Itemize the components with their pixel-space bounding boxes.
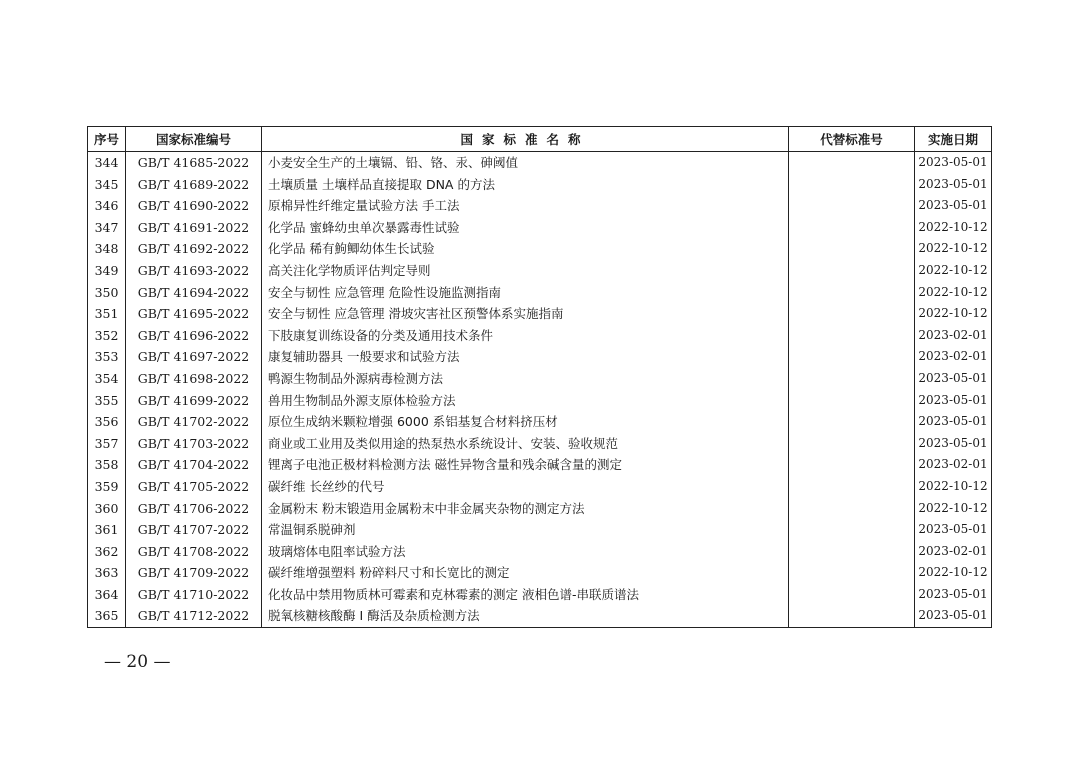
- cell-standard-code: GB/T 41696-2022: [126, 325, 262, 347]
- cell-standard-code: GB/T 41698-2022: [126, 368, 262, 390]
- cell-standard-name: 安全与韧性 应急管理 滑坡灾害社区预警体系实施指南: [262, 303, 789, 325]
- header-standard-name: 国家标准名称: [262, 127, 789, 152]
- cell-replaced-standard: [789, 346, 915, 368]
- table-row: [88, 411, 992, 433]
- cell-standard-name: 原位生成纳米颗粒增强 6000 系铝基复合材料挤压材: [262, 411, 789, 433]
- cell-standard-code: GB/T 41695-2022: [126, 303, 262, 325]
- cell-standard-name: 锂离子电池正极材料检测方法 磁性异物含量和残余碱含量的测定: [262, 454, 789, 476]
- cell-effective-date: 2023-05-01: [915, 152, 992, 174]
- cell-standard-name: 鸭源生物制品外源病毒检测方法: [262, 368, 789, 390]
- cell-standard-name: 土壤质量 土壤样品直接提取 DNA 的方法: [262, 174, 789, 196]
- cell-serial-number: 351: [88, 303, 126, 325]
- cell-effective-date: 2023-05-01: [915, 411, 992, 433]
- cell-standard-code: GB/T 41707-2022: [126, 519, 262, 541]
- cell-serial-number: 347: [88, 217, 126, 239]
- table-row: [88, 217, 992, 239]
- cell-serial-number: 365: [88, 605, 126, 627]
- cell-standard-code: GB/T 41699-2022: [126, 390, 262, 412]
- cell-serial-number: 353: [88, 346, 126, 368]
- cell-standard-name: 化学品 稀有鮈鲫幼体生长试验: [262, 238, 789, 260]
- cell-replaced-standard: [789, 498, 915, 520]
- cell-serial-number: 362: [88, 541, 126, 563]
- cell-effective-date: 2023-02-01: [915, 346, 992, 368]
- cell-standard-code: GB/T 41709-2022: [126, 562, 262, 584]
- cell-replaced-standard: [789, 325, 915, 347]
- cell-effective-date: 2023-05-01: [915, 174, 992, 196]
- cell-standard-code: GB/T 41708-2022: [126, 541, 262, 563]
- table-row: [88, 303, 992, 325]
- cell-effective-date: 2022-10-12: [915, 260, 992, 282]
- cell-effective-date: 2023-02-01: [915, 541, 992, 563]
- table-row: [88, 325, 992, 347]
- cell-replaced-standard: [789, 195, 915, 217]
- cell-replaced-standard: [789, 368, 915, 390]
- cell-serial-number: 345: [88, 174, 126, 196]
- cell-standard-name: 原棉异性纤维定量试验方法 手工法: [262, 195, 789, 217]
- cell-replaced-standard: [789, 238, 915, 260]
- cell-serial-number: 359: [88, 476, 126, 498]
- cell-standard-code: GB/T 41692-2022: [126, 238, 262, 260]
- cell-standard-name: 康复辅助器具 一般要求和试验方法: [262, 346, 789, 368]
- table-row: [88, 541, 992, 563]
- table-row: [88, 195, 992, 217]
- cell-standard-name: 高关注化学物质评估判定导则: [262, 260, 789, 282]
- cell-standard-code: GB/T 41702-2022: [126, 411, 262, 433]
- cell-effective-date: 2022-10-12: [915, 217, 992, 239]
- cell-standard-code: GB/T 41705-2022: [126, 476, 262, 498]
- cell-standard-code: GB/T 41685-2022: [126, 152, 262, 174]
- cell-serial-number: 350: [88, 282, 126, 304]
- table-row: [88, 282, 992, 304]
- table-row: [88, 584, 992, 606]
- cell-standard-name: 碳纤维增强塑料 粉碎料尺寸和长宽比的测定: [262, 562, 789, 584]
- cell-replaced-standard: [789, 519, 915, 541]
- cell-replaced-standard: [789, 411, 915, 433]
- cell-serial-number: 364: [88, 584, 126, 606]
- cell-standard-name: 兽用生物制品外源支原体检验方法: [262, 390, 789, 412]
- cell-serial-number: 357: [88, 433, 126, 455]
- table-row: [88, 368, 992, 390]
- table-body: [88, 152, 992, 628]
- cell-standard-name: 安全与韧性 应急管理 危险性设施监测指南: [262, 282, 789, 304]
- table-row: [88, 260, 992, 282]
- cell-standard-code: GB/T 41689-2022: [126, 174, 262, 196]
- header-replaced-standard: 代替标准号: [789, 127, 915, 152]
- table-row: [88, 152, 992, 174]
- cell-effective-date: 2023-05-01: [915, 605, 992, 627]
- cell-standard-code: GB/T 41694-2022: [126, 282, 262, 304]
- cell-replaced-standard: [789, 260, 915, 282]
- cell-standard-name: 下肢康复训练设备的分类及通用技术条件: [262, 325, 789, 347]
- cell-replaced-standard: [789, 217, 915, 239]
- cell-effective-date: 2022-10-12: [915, 282, 992, 304]
- page-number: — 20 —: [104, 652, 171, 672]
- cell-replaced-standard: [789, 152, 915, 174]
- table-row: [88, 346, 992, 368]
- header-serial-number: 序号: [88, 127, 126, 152]
- cell-effective-date: 2022-10-12: [915, 303, 992, 325]
- table-row: [88, 498, 992, 520]
- cell-standard-name: 小麦安全生产的土壤镉、铅、铬、汞、砷阈值: [262, 152, 789, 174]
- cell-standard-name: 玻璃熔体电阻率试验方法: [262, 541, 789, 563]
- cell-standard-name: 常温铜系脱砷剂: [262, 519, 789, 541]
- cell-standard-name: 脱氧核糖核酸酶 I 酶活及杂质检测方法: [262, 605, 789, 627]
- cell-standard-name: 金属粉末 粉末锻造用金属粉末中非金属夹杂物的测定方法: [262, 498, 789, 520]
- table-header-row: [88, 127, 992, 152]
- header-effective-date: 实施日期: [915, 127, 992, 152]
- cell-standard-code: GB/T 41691-2022: [126, 217, 262, 239]
- cell-replaced-standard: [789, 174, 915, 196]
- header-standard-code: 国家标准编号: [126, 127, 262, 152]
- table-row: [88, 174, 992, 196]
- cell-replaced-standard: [789, 433, 915, 455]
- cell-serial-number: 363: [88, 562, 126, 584]
- cell-standard-code: GB/T 41704-2022: [126, 454, 262, 476]
- cell-serial-number: 349: [88, 260, 126, 282]
- table-row: [88, 519, 992, 541]
- table-row: [88, 605, 992, 627]
- cell-serial-number: 344: [88, 152, 126, 174]
- table-row: [88, 562, 992, 584]
- cell-serial-number: 346: [88, 195, 126, 217]
- cell-standard-code: GB/T 41703-2022: [126, 433, 262, 455]
- table-row: [88, 238, 992, 260]
- cell-replaced-standard: [789, 541, 915, 563]
- table-row: [88, 454, 992, 476]
- cell-effective-date: 2022-10-12: [915, 476, 992, 498]
- table-row: [88, 390, 992, 412]
- cell-replaced-standard: [789, 562, 915, 584]
- cell-standard-code: GB/T 41710-2022: [126, 584, 262, 606]
- cell-effective-date: 2023-02-01: [915, 454, 992, 476]
- table-row: [88, 476, 992, 498]
- cell-effective-date: 2022-10-12: [915, 238, 992, 260]
- cell-effective-date: 2023-05-01: [915, 433, 992, 455]
- cell-serial-number: 361: [88, 519, 126, 541]
- cell-standard-code: GB/T 41712-2022: [126, 605, 262, 627]
- cell-standard-name: 商业或工业用及类似用途的热泵热水系统设计、安装、验收规范: [262, 433, 789, 455]
- cell-effective-date: 2023-02-01: [915, 325, 992, 347]
- cell-serial-number: 360: [88, 498, 126, 520]
- standards-table: [87, 126, 992, 628]
- cell-standard-code: GB/T 41690-2022: [126, 195, 262, 217]
- cell-replaced-standard: [789, 605, 915, 627]
- cell-standard-code: GB/T 41693-2022: [126, 260, 262, 282]
- cell-standard-code: GB/T 41697-2022: [126, 346, 262, 368]
- cell-effective-date: 2023-05-01: [915, 390, 992, 412]
- cell-serial-number: 352: [88, 325, 126, 347]
- cell-effective-date: 2022-10-12: [915, 498, 992, 520]
- cell-standard-name: 化妆品中禁用物质林可霉素和克林霉素的测定 液相色谱-串联质谱法: [262, 584, 789, 606]
- cell-serial-number: 356: [88, 411, 126, 433]
- cell-replaced-standard: [789, 303, 915, 325]
- cell-replaced-standard: [789, 476, 915, 498]
- cell-effective-date: 2023-05-01: [915, 519, 992, 541]
- cell-serial-number: 358: [88, 454, 126, 476]
- cell-effective-date: 2023-05-01: [915, 195, 992, 217]
- table-row: [88, 433, 992, 455]
- cell-standard-name: 碳纤维 长丝纱的代号: [262, 476, 789, 498]
- cell-standard-name: 化学品 蜜蜂幼虫单次暴露毒性试验: [262, 217, 789, 239]
- cell-effective-date: 2023-05-01: [915, 584, 992, 606]
- cell-serial-number: 355: [88, 390, 126, 412]
- cell-effective-date: 2022-10-12: [915, 562, 992, 584]
- cell-serial-number: 348: [88, 238, 126, 260]
- cell-serial-number: 354: [88, 368, 126, 390]
- cell-replaced-standard: [789, 584, 915, 606]
- cell-replaced-standard: [789, 282, 915, 304]
- cell-replaced-standard: [789, 390, 915, 412]
- cell-effective-date: 2023-05-01: [915, 368, 992, 390]
- cell-standard-code: GB/T 41706-2022: [126, 498, 262, 520]
- cell-replaced-standard: [789, 454, 915, 476]
